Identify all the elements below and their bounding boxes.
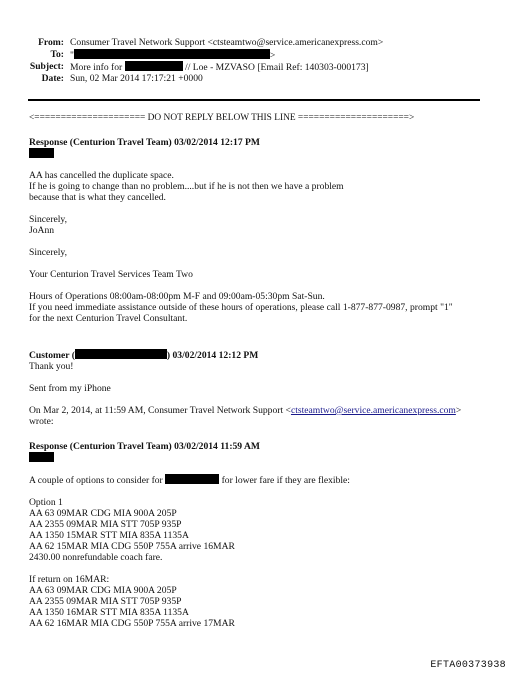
itinerary-line: AA 2355 09MAR MIA STT 705P 935P — [29, 596, 182, 607]
option-title: Option 1 — [29, 497, 63, 508]
from-label: From: — [38, 37, 64, 48]
heading-prefix: Customer ( — [29, 350, 75, 361]
wrote-line: wrote: — [29, 416, 54, 427]
redaction-box — [75, 349, 167, 359]
team-name: Your Centurion Travel Services Team Two — [29, 269, 193, 280]
message-customer — [29, 349, 461, 427]
header-divider — [28, 99, 480, 101]
itinerary-line: AA 62 15MAR MIA CDG 550P 755A arrive 16MAR — [29, 541, 235, 552]
document-id: EFTA00373938 — [430, 660, 506, 671]
to-suffix: > — [269, 50, 276, 61]
signature-name: JoAnn — [29, 225, 55, 236]
quote-suffix: > — [455, 405, 462, 416]
subject-label: Subject: — [29, 61, 64, 72]
subject-suffix: // Loe - MZVASO [Email Ref: 140303-000173] — [185, 62, 369, 73]
itinerary-line: AA 62 16MAR MIA CDG 550P 755A arrive 17MAR — [29, 618, 235, 629]
redaction-box — [165, 474, 219, 484]
subject-value — [70, 61, 369, 73]
heading-suffix: ) 03/02/2014 12:12 PM — [166, 350, 259, 361]
itinerary-line: AA 63 09MAR CDG MIA 900A 205P — [29, 508, 177, 519]
body-line: If he is going to change than no problem....but if he is not then we have a problem — [29, 181, 344, 192]
to-prefix: " — [70, 50, 74, 61]
date-label: Date: — [41, 73, 64, 84]
options-suffix: for lower fare if they are flexible: — [221, 475, 350, 486]
message-response-1 — [29, 137, 453, 324]
to-label: To: — [50, 49, 64, 60]
options-line — [29, 474, 350, 486]
itinerary-line: AA 1350 16MAR STT MIA 835A 1135A — [29, 607, 189, 618]
itinerary-line: AA 1350 15MAR STT MIA 835A 1135A — [29, 530, 189, 541]
to-value — [70, 49, 275, 61]
option-title: If return on 16MAR: — [29, 574, 110, 585]
sign-off: Sincerely, — [29, 214, 68, 225]
do-not-reply-line: <===================== DO NOT REPLY BELOW THIS LINE =====================> — [29, 113, 415, 123]
subject-prefix: More info for — [70, 62, 123, 73]
hours-line: for the next Centurion Travel Consultant. — [29, 313, 188, 324]
hours-line: Hours of Operations 08:00am-08:00pm M-F and 09:00am-05:30pm Sat-Sun. — [29, 291, 325, 302]
body-line: because that is what they cancelled. — [29, 192, 166, 203]
body-line: AA has cancelled the duplicate space. — [29, 170, 174, 181]
sent-from-line: Sent from my iPhone — [29, 383, 111, 394]
date-value: Sun, 02 Mar 2014 17:17:21 +0000 — [70, 73, 203, 84]
fare-line: 2430.00 nonrefundable coach fare. — [29, 552, 163, 563]
redaction-box — [29, 148, 54, 158]
itinerary-line: AA 2355 09MAR MIA STT 705P 935P — [29, 519, 182, 530]
hours-line: If you need immediate assistance outside of these hours of operations, please call 1-877-877-0987, prompt "1" — [29, 302, 453, 313]
message-heading: Response (Centurion Travel Team) 03/02/2014 12:17 PM — [29, 137, 260, 148]
quote-line — [29, 405, 461, 416]
from-value: Consumer Travel Network Support <ctsteamtwo@service.americanexpress.com> — [70, 37, 384, 48]
thanks-line: Thank you! — [29, 361, 74, 372]
email-link[interactable]: ctsteamtwo@service.americanexpress.com — [290, 405, 456, 416]
itinerary-line: AA 63 09MAR CDG MIA 900A 205P — [29, 585, 177, 596]
redaction-box — [125, 61, 183, 71]
message-heading: Response (Centurion Travel Team) 03/02/2014 11:59 AM — [29, 441, 260, 452]
sign-off: Sincerely, — [29, 247, 68, 258]
message-response-2 — [29, 441, 350, 629]
redaction-box — [74, 49, 270, 59]
options-prefix: A couple of options to consider for — [29, 475, 163, 486]
quote-prefix: On Mar 2, 2014, at 11:59 AM, Consumer Travel Network Support < — [29, 405, 291, 416]
redaction-box — [29, 452, 54, 462]
message-heading — [29, 349, 461, 361]
